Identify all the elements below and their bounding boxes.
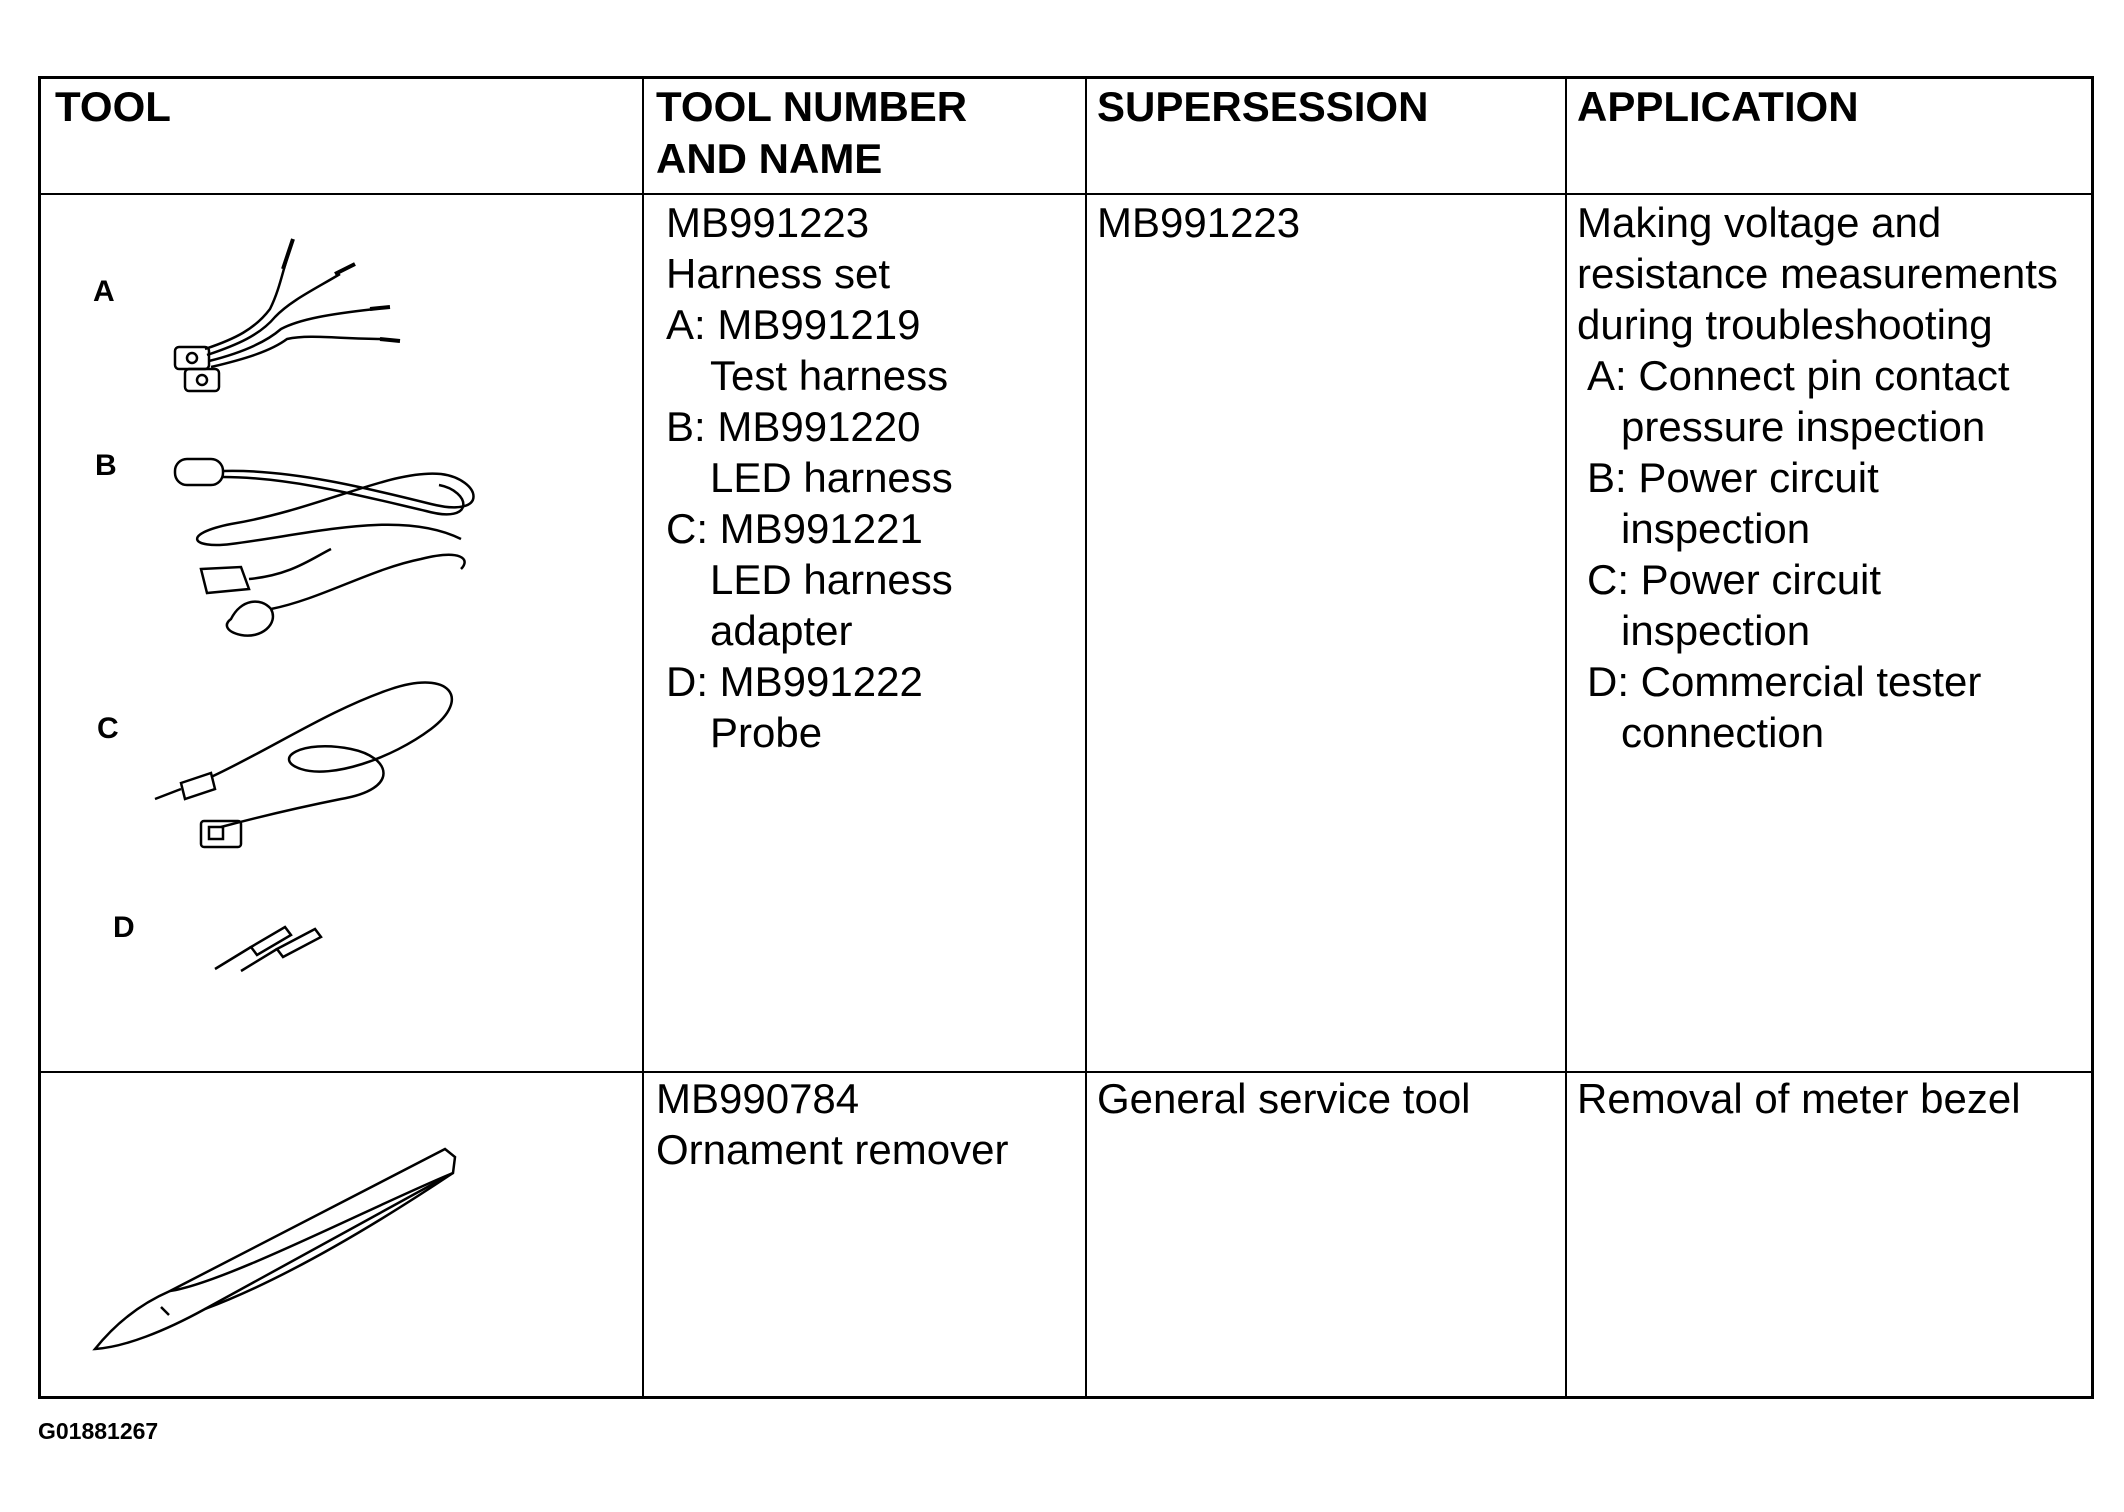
- supersession-cell-2: General service tool: [1097, 1075, 1471, 1122]
- application-line: resistance measurements: [1577, 250, 2058, 297]
- application-cell: [1577, 197, 2058, 758]
- header-tool-number-line2: AND NAME: [656, 135, 883, 182]
- led-harness-adapter-illustration: [151, 669, 481, 859]
- tool-label-c: C: [97, 712, 119, 745]
- tool-number-line: Harness set: [666, 250, 891, 297]
- tool-number-line: MB991223: [666, 199, 870, 246]
- application-line: inspection: [1621, 607, 1811, 654]
- test-harness-illustration: [165, 229, 405, 399]
- tool-number-line: A: MB991219: [666, 301, 921, 348]
- tool-number-line: Probe: [710, 709, 823, 756]
- supersession-cell: MB991223: [1097, 199, 1301, 246]
- tool-label-a: A: [93, 275, 115, 308]
- application-cell-2: Removal of meter bezel: [1577, 1075, 2021, 1122]
- special-tools-table: [38, 76, 2094, 1399]
- tool-number-cell: [666, 197, 953, 758]
- header-supersession: SUPERSESSION: [1097, 83, 1429, 130]
- tool-number-line: Ornament remover: [656, 1126, 1009, 1173]
- column-divider: [642, 79, 644, 1396]
- figure-id: G01881267: [38, 1418, 159, 1444]
- tool-number-line: Test harness: [710, 352, 949, 399]
- row-divider: [41, 193, 2091, 195]
- header-tool: TOOL: [55, 83, 171, 130]
- tool-number-line: LED harness: [710, 454, 953, 501]
- tool-number-cell-2: [656, 1073, 1008, 1175]
- tool-label-b: B: [95, 449, 117, 482]
- ornament-remover-illustration: [85, 1109, 505, 1369]
- application-line: connection: [1621, 709, 1825, 756]
- header-application: APPLICATION: [1577, 83, 1859, 130]
- application-line: inspection: [1621, 505, 1811, 552]
- application-line: A: Connect pin contact: [1587, 352, 2010, 399]
- tool-number-line: LED harness: [710, 556, 953, 603]
- tool-number-line: B: MB991220: [666, 403, 921, 450]
- application-line: C: Power circuit: [1587, 556, 1882, 603]
- column-divider: [1565, 79, 1567, 1396]
- tool-label-d: D: [113, 911, 135, 944]
- tool-number-line: D: MB991222: [666, 658, 923, 705]
- column-divider: [1085, 79, 1087, 1396]
- tool-number-line: MB990784: [656, 1075, 860, 1122]
- header-tool-number: [656, 81, 967, 185]
- application-line: Making voltage and: [1577, 199, 1942, 246]
- led-harness-illustration: [171, 449, 501, 649]
- application-line: B: Power circuit: [1587, 454, 1879, 501]
- application-line: during troubleshooting: [1577, 301, 1993, 348]
- header-tool-number-line1: TOOL NUMBER: [656, 83, 968, 130]
- application-line: pressure inspection: [1621, 403, 1986, 450]
- tool-number-line: C: MB991221: [666, 505, 923, 552]
- application-line: D: Commercial tester: [1587, 658, 1982, 705]
- tool-number-line: adapter: [710, 607, 853, 654]
- probe-illustration: [211, 899, 371, 979]
